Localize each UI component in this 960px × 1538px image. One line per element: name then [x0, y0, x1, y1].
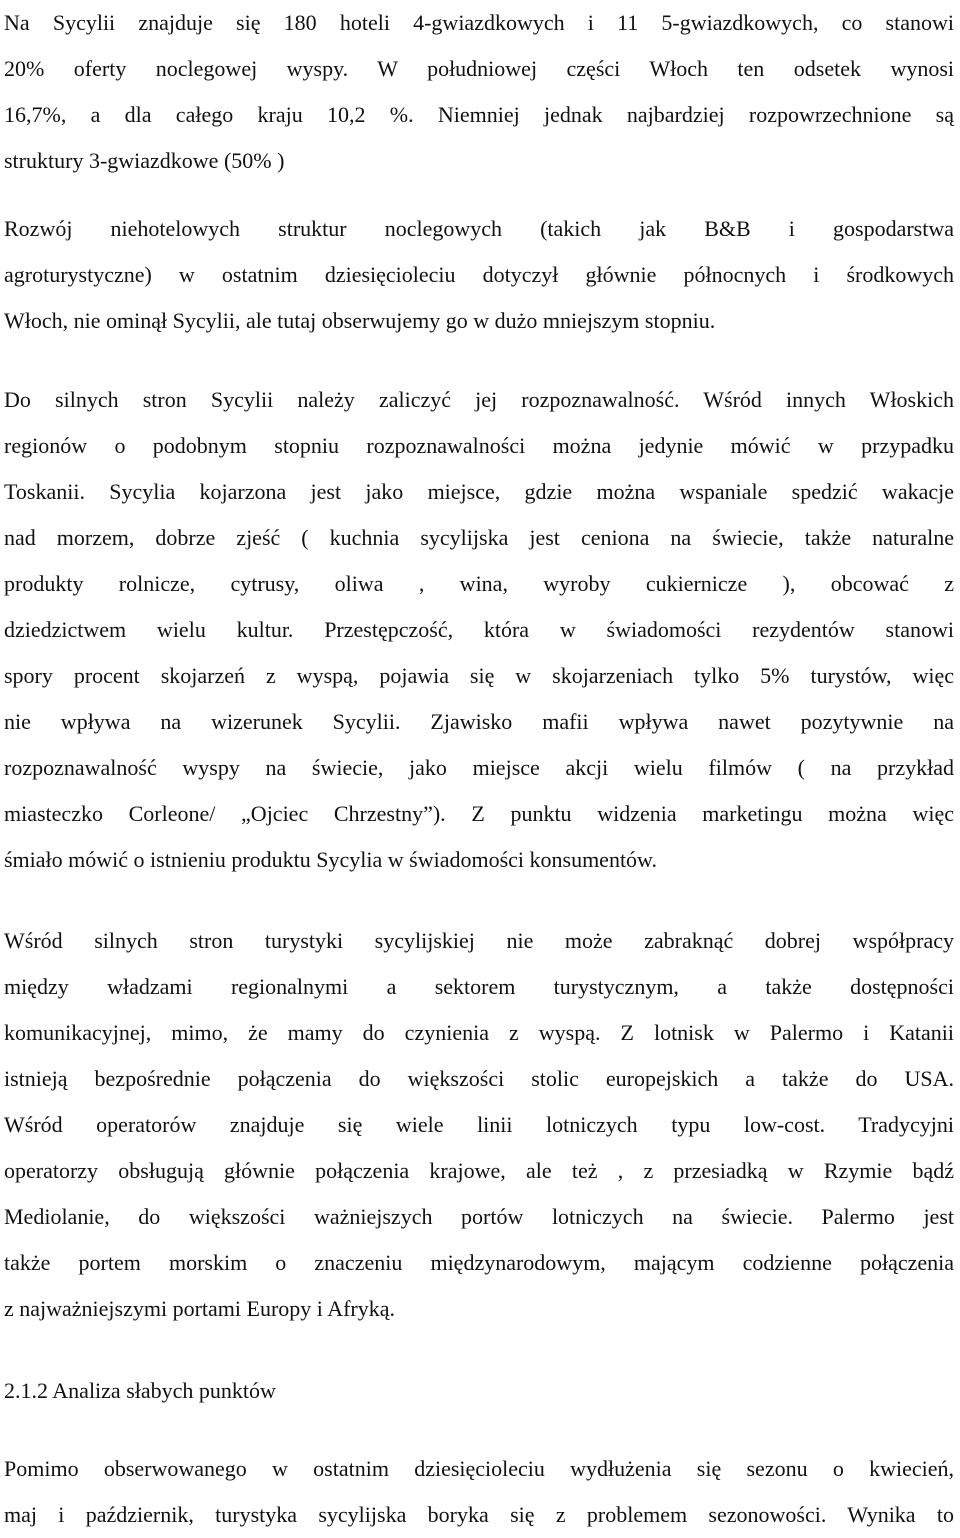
text-line: operatorzy obsługują głównie połączenia krajowe, ale też , z przesiadką w Rzymie bądź: [4, 1158, 954, 1183]
text-line: Rozwój niehotelowych struktur noclegowych (takich jak B&B i gospodarstwa: [4, 216, 954, 241]
text-line: 2.1.2 Analiza słabych punktów: [4, 1378, 276, 1403]
text-line: śmiało mówić o istnieniu produktu Sycylia w świadomości konsumentów.: [4, 847, 658, 872]
text-line: 20% oferty noclegowej wyspy. W południowej części Włoch ten odsetek wynosi: [4, 56, 954, 81]
text-line: między władzami regionalnymi a sektorem turystycznym, a także dostępności: [4, 974, 954, 999]
text-line: agroturystyczne) w ostatnim dziesięcioleciu dotyczył głównie północnych i środkowych: [4, 262, 954, 287]
text-line: produkty rolnicze, cytrusy, oliwa , wina, wyroby cukiernicze ), obcować z: [4, 571, 954, 596]
text-line: Na Sycylii znajduje się 180 hoteli 4-gwiazdkowych i 11 5-gwiazdkowych, co stanowi: [4, 10, 954, 35]
text-line: Włoch, nie ominął Sycylii, ale tutaj obserwujemy go w dużo mniejszym stopniu.: [4, 308, 716, 333]
text-line: struktury 3-gwiazdkowe (50% ): [4, 148, 285, 173]
text-line: istnieją bezpośrednie połączenia do większości stolic europejskich a także do USA.: [4, 1066, 954, 1091]
text-line: regionów o podobnym stopniu rozpoznawalności można jedynie mówić w przypadku: [4, 433, 954, 458]
text-line: komunikacyjnej, mimo, że mamy do czynienia z wyspą. Z lotnisk w Palermo i Katanii: [4, 1020, 954, 1045]
paragraph-p5: [4, 1446, 954, 1538]
text-line: Wśród silnych stron turystyki sycylijskiej nie może zabraknąć dobrej współpracy: [4, 928, 954, 953]
text-line: maj i październik, turystyka sycylijska boryka się z problemem sezonowości. Wynika to: [4, 1502, 954, 1527]
paragraph-p3: [4, 377, 954, 883]
text-line: Mediolanie, do większości ważniejszych portów lotniczych na świecie. Palermo jest: [4, 1204, 954, 1229]
text-line: Do silnych stron Sycylii należy zaliczyć jej rozpoznawalność. Wśród innych Włoskich: [4, 387, 954, 412]
text-line: także portem morskim o znaczeniu międzynarodowym, mającym codzienne połączenia: [4, 1250, 954, 1275]
text-line: miasteczko Corleone/ „Ojciec Chrzestny”). Z punktu widzenia marketingu można więc: [4, 801, 954, 826]
text-line: 16,7%, a dla całego kraju 10,2 %. Niemniej jednak najbardziej rozpowrzechnione są: [4, 102, 954, 127]
paragraph-p2: [4, 206, 954, 344]
paragraph-p1: [4, 0, 954, 184]
text-line: z najważniejszymi portami Europy i Afryką.: [4, 1296, 395, 1321]
text-line: Toskanii. Sycylia kojarzona jest jako miejsce, gdzie można wspaniale spedzić wakacje: [4, 479, 954, 504]
paragraph-p4: [4, 918, 954, 1332]
section-heading: [4, 1368, 954, 1414]
text-line: nad morzem, dobrze zjeść ( kuchnia sycylijska jest ceniona na świecie, także naturalne: [4, 525, 954, 550]
text-line: spory procent skojarzeń z wyspą, pojawia się w skojarzeniach tylko 5% turystów, więc: [4, 663, 954, 688]
text-line: Wśród operatorów znajduje się wiele linii lotniczych typu low-cost. Tradycyjni: [4, 1112, 954, 1137]
text-line: rozpoznawalność wyspy na świecie, jako miejsce akcji wielu filmów ( na przykład: [4, 755, 954, 780]
text-line: nie wpływa na wizerunek Sycylii. Zjawisko mafii wpływa nawet pozytywnie na: [4, 709, 954, 734]
text-line: Pomimo obserwowanego w ostatnim dziesięcioleciu wydłużenia się sezonu o kwiecień,: [4, 1456, 954, 1481]
text-line: dziedzictwem wielu kultur. Przestępczość, która w świadomości rezydentów stanowi: [4, 617, 954, 642]
